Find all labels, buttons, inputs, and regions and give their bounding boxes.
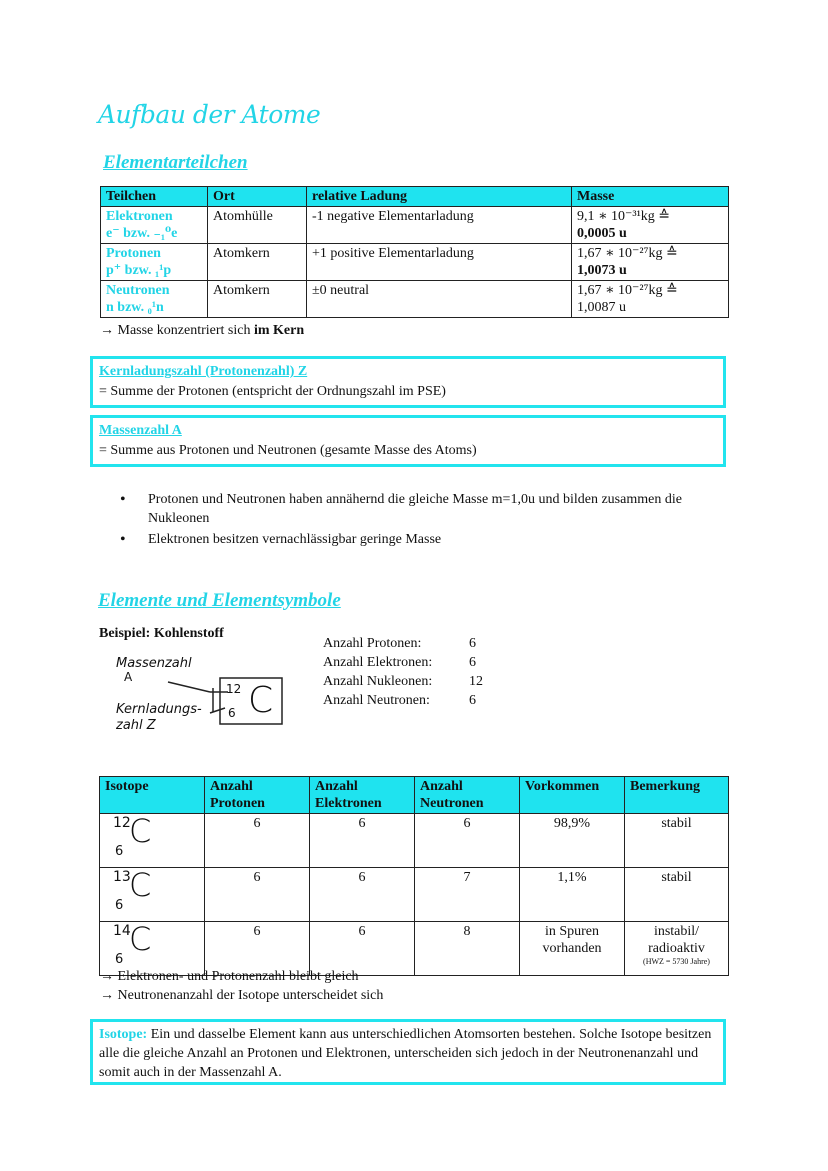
particle-mass-u: 1,0087 u bbox=[577, 300, 626, 315]
isotope-symbol bbox=[105, 920, 175, 971]
isotope-mass: 12 bbox=[113, 815, 131, 831]
col-header: Bemerkung bbox=[625, 777, 729, 814]
particle-name: Protonen bbox=[106, 246, 161, 261]
isotope-mass: 14 bbox=[113, 923, 131, 939]
particle-mass-kg: 1,67 ∗ 10⁻²⁷kg ≙ bbox=[577, 246, 678, 261]
col-header: Anzahl Elektronen bbox=[310, 777, 415, 814]
isotope-letter: C bbox=[129, 920, 152, 958]
isotope-mass: 13 bbox=[113, 869, 131, 885]
isotope-z: 6 bbox=[115, 952, 124, 967]
table-row bbox=[101, 244, 729, 281]
particle-mass-kg: 9,1 ∗ 10⁻³¹kg ≙ bbox=[577, 209, 671, 224]
sketch-a-label: A bbox=[124, 670, 133, 684]
isotope-table bbox=[99, 776, 729, 976]
box-text: = Summe der Protonen (entspricht der Ordnungszahl im PSE) bbox=[99, 384, 446, 399]
kernladungszahl-box bbox=[90, 356, 726, 408]
isotope-protons: 6 bbox=[205, 814, 310, 868]
particle-mass-u: 1,0073 u bbox=[577, 263, 627, 278]
bullet-list bbox=[98, 490, 728, 551]
particle-symbol: p⁺ bzw. ₁¹p bbox=[106, 263, 172, 278]
list-item: • Elektronen besitzen vernachlässigbar geringe Masse bbox=[98, 530, 728, 549]
section-title-elemente: Elemente und Elementsymbole bbox=[98, 590, 341, 611]
count-value: 6 bbox=[469, 693, 476, 708]
isotope-electrons: 6 bbox=[310, 814, 415, 868]
col-header: Anzahl Neutronen bbox=[415, 777, 520, 814]
particle-charge: +1 positive Elementarladung bbox=[307, 244, 572, 281]
sketch-atomic-number: 6 bbox=[228, 706, 236, 720]
sketch-massenzahl-label: Massenzahl bbox=[116, 656, 192, 671]
isotope-halflife: (HWZ = 5730 Jahre) bbox=[643, 957, 710, 966]
mass-note-bold: im Kern bbox=[253, 323, 305, 338]
col-header: Isotope bbox=[100, 777, 205, 814]
mass-note bbox=[100, 323, 304, 339]
isotope-notes bbox=[100, 967, 383, 1005]
count-value: 6 bbox=[469, 655, 476, 670]
col-header: Masse bbox=[572, 187, 729, 207]
sketch-symbol: C bbox=[248, 680, 274, 721]
isotope-protons: 6 bbox=[205, 922, 310, 976]
sketch-kernladung-label: Kernladungs- bbox=[116, 702, 202, 717]
particle-charge: -1 negative Elementarladung bbox=[307, 207, 572, 244]
particle-name: Neutronen bbox=[106, 283, 170, 298]
mass-note-text: → Masse konzentriert sich bbox=[100, 323, 254, 338]
particle-mass-kg: 1,67 ∗ 10⁻²⁷kg ≙ bbox=[577, 283, 678, 298]
box-title: Massenzahl A bbox=[99, 423, 182, 438]
particle-name: Elektronen bbox=[106, 209, 173, 224]
table-row bbox=[100, 814, 729, 868]
isotope-note: → Neutronenanzahl der Isotope unterscheidet sich bbox=[100, 988, 384, 1003]
isotope-remark: stabil bbox=[625, 814, 729, 868]
table-row bbox=[101, 281, 729, 318]
isotope-occurrence: 98,9% bbox=[520, 814, 625, 868]
isotope-letter: C bbox=[129, 812, 152, 850]
isotope-definition-box bbox=[90, 1019, 726, 1085]
col-header: Vorkommen bbox=[520, 777, 625, 814]
particle-symbol: n bzw. ₀¹n bbox=[106, 300, 164, 315]
particle-symbol: e⁻ bzw. ₋₁⁰e bbox=[106, 226, 178, 241]
isotope-remark: instabil/ radioaktiv bbox=[648, 924, 705, 956]
isotope-neutrons: 7 bbox=[415, 868, 520, 922]
isotope-letter: C bbox=[129, 866, 152, 904]
table-row bbox=[101, 207, 729, 244]
col-header: Anzahl Protonen bbox=[205, 777, 310, 814]
list-item: • Protonen und Neutronen haben annähernd die gleiche Masse m=1,0u und bilden zusammen die Nukleonen bbox=[98, 490, 728, 528]
count-label: Anzahl Elektronen: bbox=[323, 655, 433, 670]
isotope-symbol bbox=[105, 812, 175, 863]
particle-location: Atomhülle bbox=[208, 207, 307, 244]
example-label: Beispiel: Kohlenstoff bbox=[99, 626, 224, 641]
count-label: Anzahl Neutronen: bbox=[323, 693, 430, 708]
box-title: Kernladungszahl (Protonenzahl) Z bbox=[99, 364, 308, 379]
element-symbol-sketch bbox=[110, 650, 300, 740]
count-label: Anzahl Nukleonen: bbox=[323, 674, 433, 689]
sketch-zahl-label: zahl Z bbox=[116, 718, 156, 733]
isotope-neutrons: 6 bbox=[415, 814, 520, 868]
particle-charge: ±0 neutral bbox=[307, 281, 572, 318]
count-value: 6 bbox=[469, 636, 476, 651]
isotope-z: 6 bbox=[115, 844, 124, 859]
particle-location: Atomkern bbox=[208, 281, 307, 318]
sketch-mass-number: 12 bbox=[226, 682, 242, 696]
elementarteilchen-table bbox=[100, 186, 729, 318]
count-label: Anzahl Protonen: bbox=[323, 636, 422, 651]
count-list bbox=[323, 634, 483, 710]
particle-mass-u: 0,0005 u bbox=[577, 226, 627, 241]
table-row bbox=[100, 868, 729, 922]
isotope-electrons: 6 bbox=[310, 868, 415, 922]
section-title-elementarteilchen: Elementarteilchen bbox=[103, 152, 248, 173]
isotope-note: → Elektronen- und Protonenzahl bleibt gleich bbox=[100, 969, 359, 984]
isotope-neutrons: 8 bbox=[415, 922, 520, 976]
col-header: relative Ladung bbox=[307, 187, 572, 207]
box-title: Isotope: bbox=[99, 1027, 148, 1042]
isotope-remark: stabil bbox=[625, 868, 729, 922]
isotope-occurrence: in Spuren vorhanden bbox=[520, 922, 625, 976]
box-text: = Summe aus Protonen und Neutronen (gesamte Masse des Atoms) bbox=[99, 443, 477, 458]
particle-location: Atomkern bbox=[208, 244, 307, 281]
isotope-electrons: 6 bbox=[310, 922, 415, 976]
isotope-z: 6 bbox=[115, 898, 124, 913]
col-header: Teilchen bbox=[101, 187, 208, 207]
box-text: Ein und dasselbe Element kann aus unterschiedlichen Atomsorten bestehen. Solche Isotope besitzen alle die gleiche Anzahl an Protonen und Elektronen, unterscheiden sich jedoch in der Neutronenanzahl und somit auch in der Massenzahl A. bbox=[99, 1027, 712, 1080]
page-title: Aufbau der Atome bbox=[98, 100, 321, 129]
count-value: 12 bbox=[469, 674, 483, 689]
isotope-symbol bbox=[105, 866, 175, 917]
isotope-occurrence: 1,1% bbox=[520, 868, 625, 922]
massenzahl-box bbox=[90, 415, 726, 467]
col-header: Ort bbox=[208, 187, 307, 207]
isotope-protons: 6 bbox=[205, 868, 310, 922]
